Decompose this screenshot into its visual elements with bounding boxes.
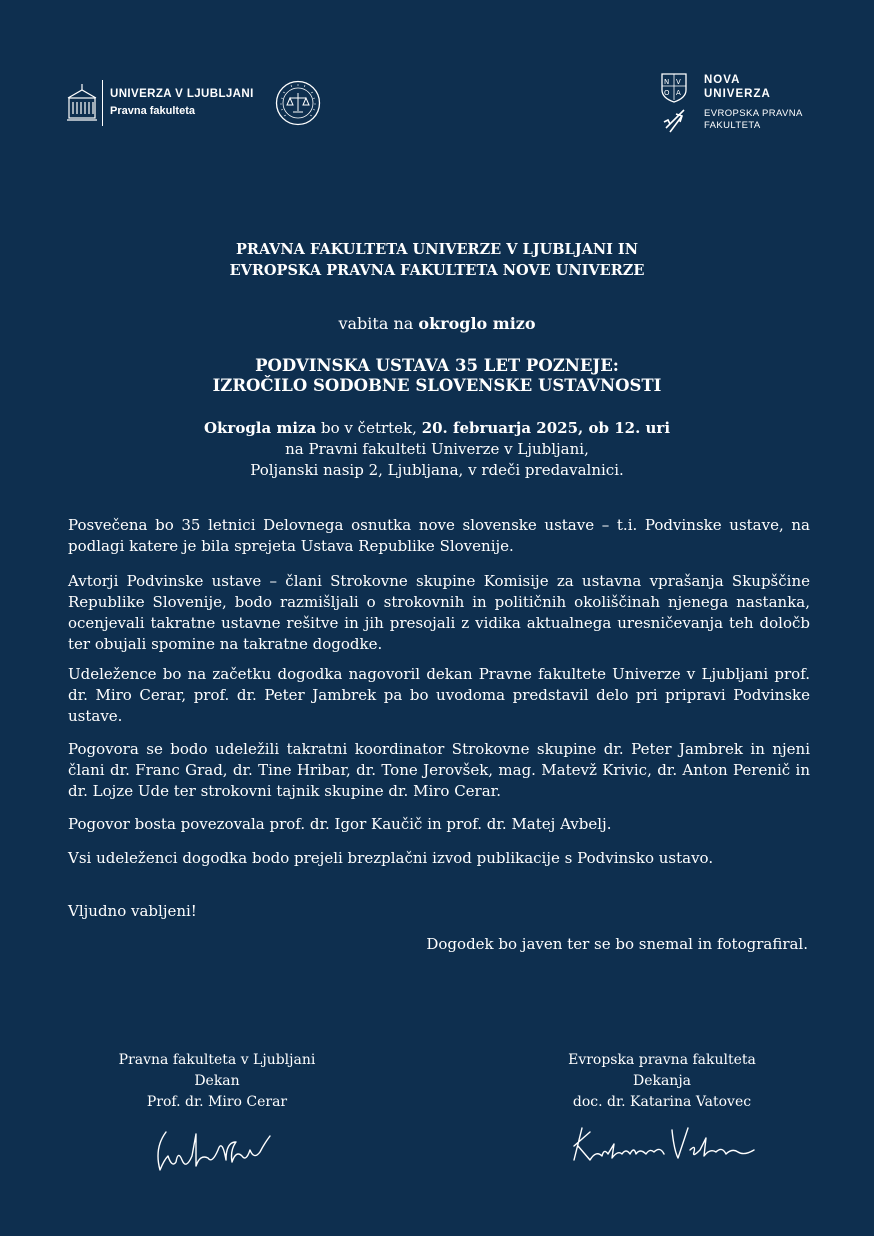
university-building-icon bbox=[66, 82, 98, 122]
paragraph-text: Avtorji Podvinske ustave – člani Strokovne skupine Komisije za ustavna vprašanja Skupščine Republike Slovenije, bodo razmišljali o strokovnih in političnih okoliščinah njenega nastanka, ocenjevali takratne ustavne rešitve in jih presojali z vidika aktualnega uresničevanja teh določb ter obujali spomine na takratne dogodke. bbox=[68, 572, 810, 653]
signer-institution: Pravna fakulteta v Ljubljani bbox=[118, 1052, 316, 1068]
european-faculty-name: FAKULTETA bbox=[704, 120, 761, 131]
paragraph-6 bbox=[68, 848, 810, 869]
nova-univerza-name: NOVA bbox=[704, 74, 741, 86]
invitation-emphasis: okroglo mizo bbox=[418, 314, 536, 333]
event-label: Okrogla miza bbox=[203, 419, 317, 437]
organizers-line: EVROPSKA PRAVNA FAKULTETA NOVE UNIVERZE bbox=[229, 262, 645, 279]
nova-univerza-name: UNIVERZA bbox=[704, 88, 771, 100]
paragraph-text: Posvečena bo 35 letnici Delovnega osnutka nove slovenske ustave – t.i. Podvinske ustave, na podlagi katere je bila sprejeta Ustava Republike Slovenije. bbox=[68, 516, 810, 555]
signer-role: Dekan bbox=[194, 1073, 240, 1089]
paragraph-text: Pogovor bosta povezovala prof. dr. Igor Kaučič in prof. dr. Matej Avbelj. bbox=[68, 815, 612, 833]
event-datetime: 20. februarja 2025, ob 12. uri bbox=[421, 419, 671, 437]
svg-text:N: N bbox=[664, 78, 670, 86]
european-faculty-name: EVROPSKA PRAVNA bbox=[704, 108, 803, 119]
logo-divider bbox=[102, 80, 103, 126]
paragraph-text: Pogovora se bodo udeležili takratni koordinator Strokovne skupine dr. Peter Jambrek in njeni člani dr. Franc Grad, dr. Tine Hribar, dr. Tone Jerovšek, mag. Matevž Krivic, dr. Anton Perenič in dr. Lojze Ude ter strokovni tajnik skupine dr. Miro Cerar. bbox=[68, 740, 810, 800]
svg-text:V: V bbox=[676, 78, 681, 86]
paragraph-text: Udeležence bo na začetku dogodka nagovoril dekan Pravne fakultete Univerze v Ljubljani prof. dr. Miro Cerar, prof. dr. Peter Jambrek pa bo uvodoma predstavil delo pri pripravi Podvinske ustave. bbox=[68, 665, 810, 725]
svg-text:A: A bbox=[676, 89, 681, 97]
event-date-line bbox=[0, 419, 874, 437]
signer-name: Prof. dr. Miro Cerar bbox=[146, 1094, 288, 1110]
closing-greeting: Vljudno vabljeni! bbox=[68, 902, 197, 920]
paragraph-text: Vsi udeleženci dogodka bodo prejeli brezplačni izvod publikacije s Podvinsko ustavo. bbox=[68, 849, 714, 867]
event-date-mid: bo v četrtek, bbox=[316, 419, 422, 437]
invitation-line bbox=[0, 314, 874, 333]
nova-univerza-shield-icon bbox=[658, 72, 692, 136]
paragraph-4 bbox=[68, 739, 810, 802]
svg-text:O: O bbox=[664, 89, 670, 97]
event-location: na Pravni fakulteti Univerze v Ljubljani, bbox=[285, 440, 589, 458]
event-title: PODVINSKA USTAVA 35 LET POZNEJE: bbox=[255, 356, 619, 375]
ul-logo bbox=[66, 80, 256, 128]
paragraph-1 bbox=[68, 515, 810, 557]
paragraph-3 bbox=[68, 664, 810, 727]
signature-block-left bbox=[67, 1050, 367, 1113]
faculty-seal-icon bbox=[275, 80, 321, 126]
invitation-prefix: vabita na bbox=[338, 314, 419, 333]
nova-univerza-logo bbox=[658, 72, 818, 136]
signature-block-right bbox=[512, 1050, 812, 1113]
signer-name: doc. dr. Katarina Vatovec bbox=[572, 1094, 752, 1110]
organizers-line: PRAVNA FAKULTETA UNIVERZE V LJUBLJANI IN bbox=[236, 241, 638, 258]
signer-institution: Evropska pravna fakulteta bbox=[568, 1052, 756, 1068]
paragraph-2 bbox=[68, 571, 810, 655]
faculty-name: Pravna fakulteta bbox=[110, 105, 195, 117]
public-event-note: Dogodek bo javen ter se bo snemal in fotografiral. bbox=[426, 935, 808, 953]
signer-role: Dekanja bbox=[632, 1073, 692, 1089]
handwritten-signature-icon bbox=[152, 1120, 277, 1178]
university-name: UNIVERZA V LJUBLJANI bbox=[110, 88, 254, 100]
event-location: Poljanski nasip 2, Ljubljana, v rdeči predavalnici. bbox=[250, 461, 624, 479]
handwritten-signature-icon bbox=[568, 1120, 763, 1170]
event-title: IZROČILO SODOBNE SLOVENSKE USTAVNOSTI bbox=[212, 376, 662, 395]
paragraph-5 bbox=[68, 814, 810, 835]
